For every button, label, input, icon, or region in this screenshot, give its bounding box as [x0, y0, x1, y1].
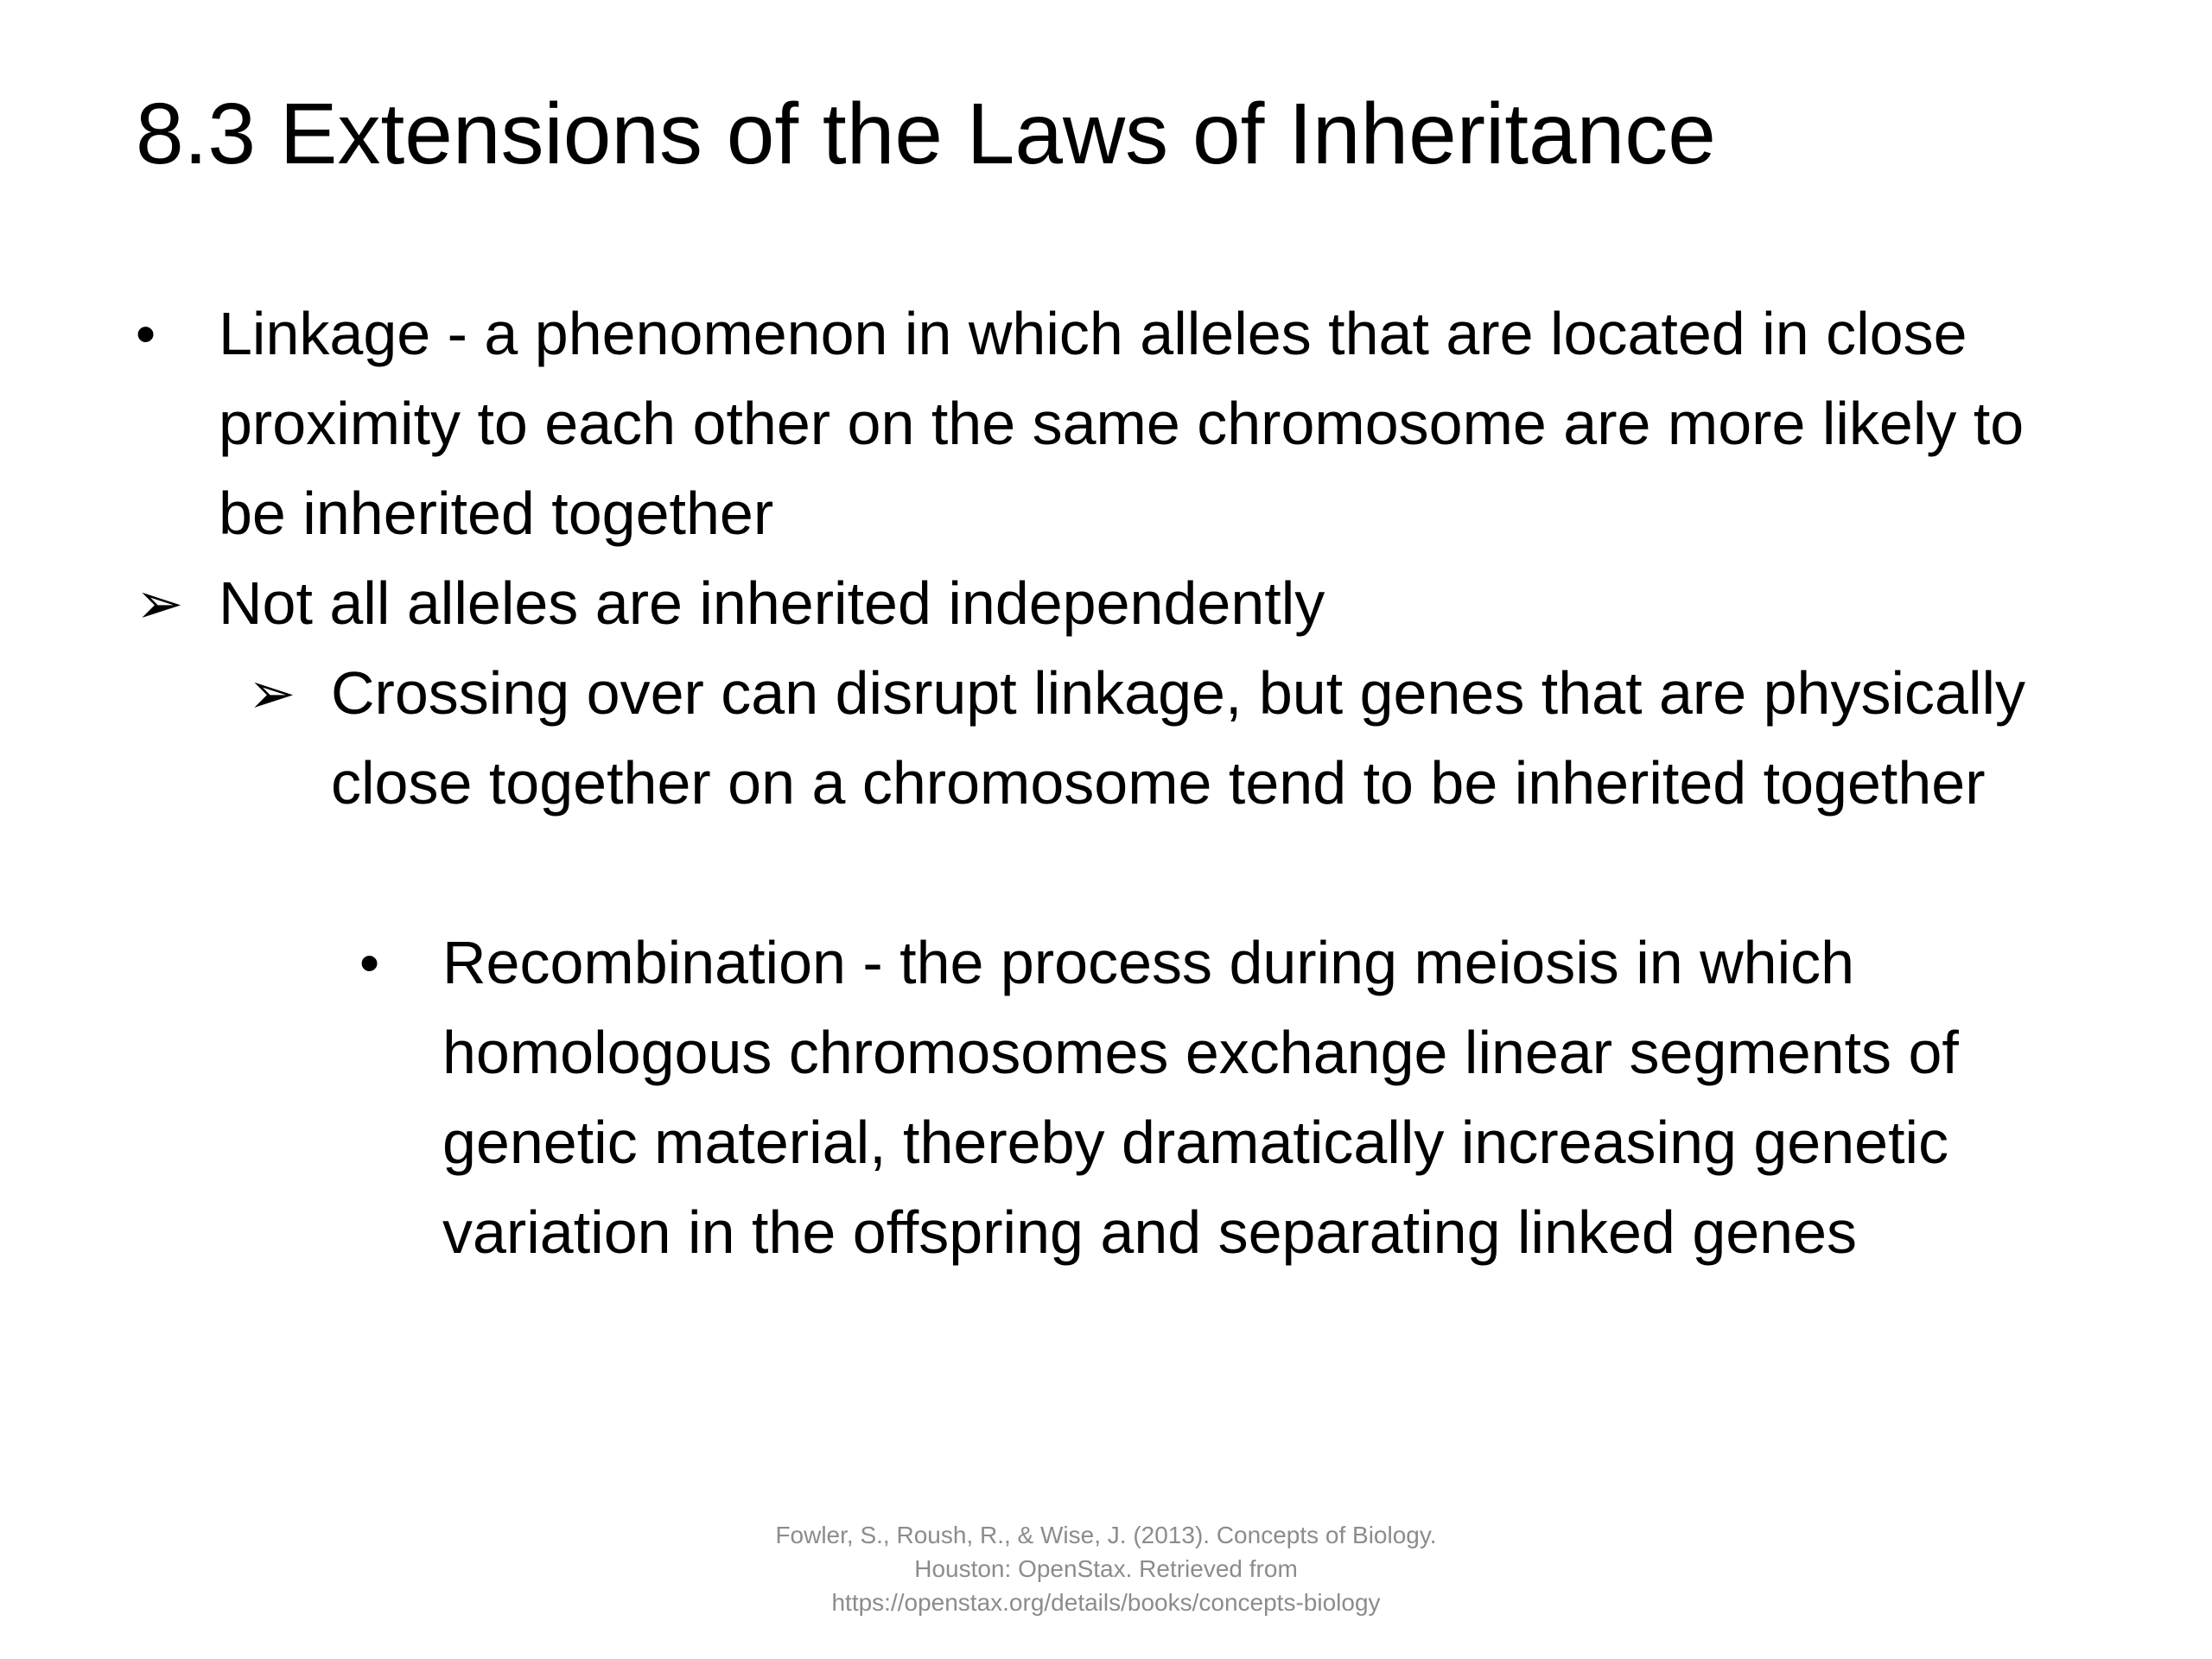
bullet-item-linkage [136, 289, 2076, 558]
bullet-marker: • [136, 302, 156, 365]
bullet-item-recombination [359, 918, 2136, 1277]
citation-line-2: Houston: OpenStax. Retrieved from [914, 1555, 1298, 1582]
arrow-item-crossing-over [248, 648, 2059, 828]
arrow-marker-icon: ➢ [136, 571, 184, 635]
arrow-text: Crossing over can disrupt linkage, but genes that are physically close together on a chromosome tend to be inherited together [331, 659, 2026, 817]
bullet-marker: • [359, 931, 380, 995]
citation [674, 1518, 1538, 1619]
arrow-marker-icon: ➢ [248, 661, 296, 725]
citation-line-3: https://openstax.org/details/books/concepts-biology [831, 1589, 1381, 1616]
citation-line-1: Fowler, S., Roush, R., & Wise, J. (2013). Concepts of Biology. [775, 1522, 1437, 1548]
slide-title: 8.3 Extensions of the Laws of Inheritance [136, 86, 1716, 182]
arrow-text: Not all alleles are inherited independently [219, 569, 1325, 637]
arrow-item-independence [136, 558, 2076, 648]
bullet-text: Linkage - a phenomenon in which alleles that are located in close proximity to each other on the same chromosome are more likely to be inherited together [219, 300, 2024, 547]
bullet-text: Recombination - the process during meiosis in which homologous chromosomes exchange linear segments of genetic material, thereby dramatically increasing genetic variation in the offspring and separating linked genes [442, 929, 1959, 1266]
